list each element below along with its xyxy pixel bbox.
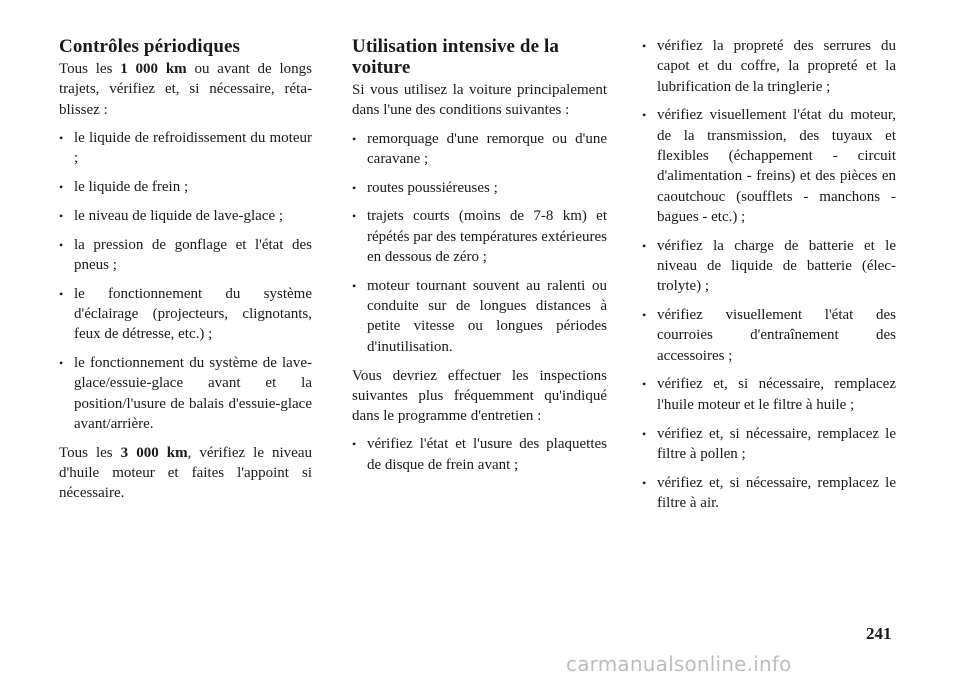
middle-column (352, 36, 607, 484)
bullet-icon: • (59, 286, 64, 301)
bullet-icon: • (352, 209, 357, 224)
list-item (59, 284, 312, 345)
list-item-text: vérifiez l'état et l'usure des plaquettes de disque de frein avant ; (367, 436, 607, 473)
list-item (352, 434, 607, 475)
list-item (642, 305, 896, 366)
list-item-text: vérifiez visuellement l'état du moteur, de la transmission, des tuyaux et flexibles (échappement - circuit d'alimentation - freins) et des pièces en caoutchouc (soufflets - manchons - bagues - etc.) ; (657, 107, 896, 225)
list-item-text: remorquage d'une remorque ou d'une caravane ; (367, 130, 607, 167)
list-item (352, 206, 607, 267)
left-column (59, 36, 312, 512)
list-item-text: moteur tournant souvent au ralenti ou conduite sur de longues distances à petite vitesse ou longues périodes d'inutilisation. (367, 277, 607, 355)
list-item-text: le fonctionnement du système d'éclairage (projecteurs, clignotants, feux de détresse, etc.) ; (74, 285, 312, 343)
list-item (642, 105, 896, 227)
list-item (352, 178, 607, 198)
list-item-text: la pression de gonflage et l'état des pneus ; (74, 236, 312, 273)
outro-text-end: , vérifiez le niveau d'huile moteur et faites l'appoint si nécessaire. (59, 444, 312, 502)
inspections-list-start (352, 434, 607, 475)
bullet-icon: • (59, 356, 64, 371)
bullet-icon: • (352, 131, 357, 146)
bullet-icon: • (642, 308, 647, 323)
list-item-text: vérifiez la propreté des serrures du capot et du coffre, la propreté et la lubrification de la tringlerie ; (657, 38, 896, 95)
list-item-text: vérifiez et, si nécessaire, remplacez le filtre à air. (657, 474, 896, 511)
periodic-list (59, 128, 312, 434)
bullet-icon: • (352, 437, 357, 452)
bullet-icon: • (642, 238, 647, 253)
list-item (59, 353, 312, 434)
bullet-icon: • (59, 179, 64, 194)
list-item-text: le fonctionnement du système de lave-glace/essuie-glace avant et la position/l'usure de balais d'essuie-glace avant/arrière. (74, 355, 312, 432)
right-column (642, 36, 896, 522)
list-item (352, 129, 607, 170)
list-item (642, 236, 896, 297)
periodic-intro (59, 59, 312, 120)
intensive-intro: Si vous utilisez la voiture principalement dans l'une des conditions suivantes : (352, 82, 607, 119)
list-item (59, 128, 312, 169)
oil-check-paragraph (59, 443, 312, 504)
intro-text: Tous les (59, 61, 121, 77)
bullet-icon: • (352, 180, 357, 195)
list-item (59, 206, 312, 226)
list-item-text: vérifiez et, si nécessaire, remplacez le filtre à pollen ; (657, 425, 896, 462)
bullet-icon: • (642, 426, 647, 441)
bullet-icon: • (642, 108, 647, 123)
list-item (352, 276, 607, 357)
bullet-icon: • (642, 39, 647, 53)
list-item-text: vérifiez la charge de batterie et le niveau de liquide de batterie (électrolyte) ; (657, 237, 896, 295)
list-item-text: vérifiez et, si nécessaire, remplacez l'huile moteur et le filtre à huile ; (657, 376, 896, 413)
intro-text-end: ou avant de longs trajets, vérifiez et, si nécessaire, rétablissez : (59, 61, 312, 118)
list-item (59, 177, 312, 197)
inspections-paragraph: Vous devriez effectuer les inspections suivantes plus fréquemment qu'indiqué dans le programme d'entretien : (352, 367, 607, 425)
list-item-text: le niveau de liquide de lave-glace ; (74, 207, 284, 224)
list-item-text: le liquide de frein ; (74, 178, 189, 195)
list-item (642, 424, 896, 465)
list-item (642, 473, 896, 514)
outro-text: Tous les (59, 444, 121, 461)
list-item-text: vérifiez visuellement l'état des courroies d'entraînement des accessoires ; (657, 307, 896, 364)
bullet-icon: • (59, 208, 64, 223)
conditions-list (352, 129, 607, 357)
bullet-icon: • (352, 278, 357, 293)
inspections-list (642, 36, 896, 513)
watermark: carmanualsonline.info (566, 652, 792, 676)
bullet-icon: • (642, 475, 647, 490)
bullet-icon: • (642, 377, 647, 392)
list-item (59, 235, 312, 276)
list-item (642, 374, 896, 415)
bullet-icon: • (59, 237, 64, 252)
bullet-icon: • (59, 130, 64, 145)
section-heading-intensive-use: Utilisation intensive de la voiture (352, 36, 559, 78)
outro-distance: 3 000 km (120, 444, 188, 461)
list-item-text: le liquide de refroidissement du moteur ; (74, 129, 312, 167)
list-item-text: routes poussiéreuses ; (367, 179, 498, 196)
intro-distance: 1 000 km (120, 61, 187, 77)
list-item (642, 36, 896, 97)
list-item-text: trajets courts (moins de 7-8 km) et répétés par des températures extérieures en dessous de zéro ; (367, 208, 607, 266)
section-heading-periodic-checks: Contrôles périodiques (59, 36, 241, 57)
page-number: 241 (866, 624, 892, 643)
